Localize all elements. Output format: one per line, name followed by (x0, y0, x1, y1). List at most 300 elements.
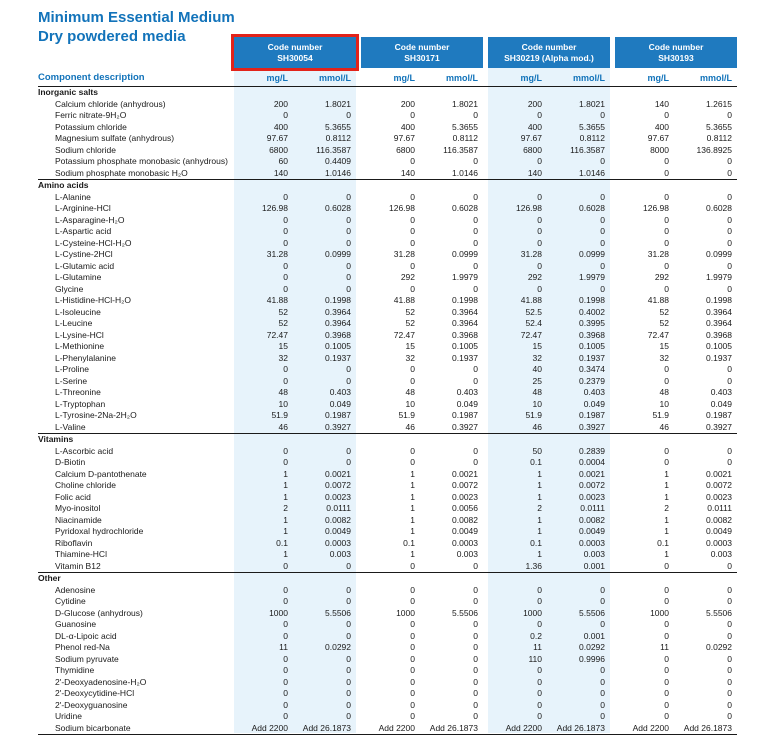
page-title-line2: Dry powdered media (38, 28, 186, 45)
mg-value: 32 (532, 352, 542, 363)
mg-value: 0 (537, 699, 542, 710)
mmol-value: 0.6028 (452, 203, 478, 213)
mg-value: 0 (283, 457, 288, 467)
mg-value: 140 (273, 167, 288, 178)
mg-value: 52 (278, 318, 288, 328)
mg-value: 400 (527, 121, 542, 132)
component-row (38, 596, 737, 608)
component-name: Calcium chloride (anhydrous) (55, 98, 166, 109)
mg-value: 52.4 (525, 318, 542, 328)
mmol-value: 136.8925 (696, 144, 732, 155)
mmol-value: 0.9996 (579, 653, 605, 664)
mg-value: 6800 (269, 144, 288, 155)
mg-value: 0 (664, 457, 669, 467)
mmol-value: 0 (473, 630, 478, 641)
mg-value: 1 (283, 468, 288, 479)
component-row (38, 619, 737, 631)
mmol-value: 0.0072 (579, 480, 605, 490)
component-description-header: Component description (38, 72, 145, 83)
section-header-row (38, 179, 737, 192)
mmol-value: 1.8021 (579, 98, 605, 109)
mmol-value: 0.2839 (579, 445, 605, 456)
mg-value: 0 (410, 653, 415, 664)
mg-value: 200 (273, 98, 288, 109)
mmol-value: 0 (600, 584, 605, 595)
section-name: Amino acids (38, 180, 89, 190)
mmol-value: 0 (473, 214, 478, 225)
mmol-value: 0.0021 (325, 468, 351, 479)
mmol-value: 0 (600, 237, 605, 248)
mmol-value: 0.3964 (452, 306, 478, 317)
mmol-value: 0.0111 (707, 503, 732, 513)
mg-value: 6800 (396, 144, 415, 155)
component-row (38, 203, 737, 215)
mmol-value: 0 (473, 226, 478, 236)
table-body (38, 87, 737, 735)
mg-value: 1 (664, 468, 669, 479)
component-row (38, 480, 737, 492)
mg-value: 0 (410, 630, 415, 641)
mmol-value: 0.403 (583, 387, 605, 397)
component-row (38, 133, 737, 145)
component-row (38, 284, 737, 296)
mg-value: 32 (278, 352, 288, 363)
mmol-value: 0.003 (456, 549, 478, 559)
mmol-value: 116.3587 (443, 144, 478, 155)
mmol-value: 0 (727, 676, 732, 687)
component-name: L-Aspartic acid (55, 226, 112, 236)
component-name: Choline chloride (55, 480, 116, 490)
mg-value: 0 (283, 560, 288, 571)
mg-value: 126.98 (516, 203, 542, 213)
mmol-value: 0 (600, 283, 605, 294)
mg-value: 140 (654, 98, 669, 109)
mmol-value: 0 (727, 260, 732, 271)
mg-value: 292 (400, 272, 415, 282)
mmol-value: 0.4002 (579, 306, 605, 317)
mmol-value: 0 (346, 584, 351, 595)
mmol-value: 0.049 (710, 398, 732, 409)
mmol-value: 1.2615 (706, 98, 732, 109)
mmol-value: 0 (473, 260, 478, 271)
mg-value: 0 (664, 237, 669, 248)
mmol-value: 0.0049 (579, 526, 605, 536)
mmol-value: 1.9979 (706, 272, 732, 282)
component-row (38, 549, 737, 561)
component-name: L-Isoleucine (55, 306, 101, 317)
mg-value: 0 (537, 596, 542, 606)
mg-value: 0 (283, 596, 288, 606)
mg-value: 1 (537, 468, 542, 479)
mg-value: 0 (664, 260, 669, 271)
mmol-value: 0.0072 (706, 480, 732, 490)
component-row (38, 654, 737, 666)
mmol-value: 0.0023 (579, 491, 605, 502)
section-header-row (38, 572, 737, 585)
mg-value: 0.1 (530, 457, 542, 467)
mg-value: 1 (537, 514, 542, 525)
component-name: Sodium phosphate monobasic H₂O (55, 167, 188, 178)
component-name: L-Methionine (55, 341, 105, 351)
component-row (38, 353, 737, 365)
mg-value: 1 (664, 549, 669, 559)
mmol-value: 0.0003 (706, 537, 732, 548)
mg-value: 72.47 (520, 329, 542, 340)
mg-value: 0 (283, 630, 288, 641)
mmol-value: 0 (473, 699, 478, 710)
component-row (38, 410, 737, 422)
mmol-value: 0 (346, 272, 351, 282)
component-row (38, 631, 737, 643)
mg-value: 41.88 (393, 295, 415, 305)
unit-header-mg: mg/L (647, 73, 669, 83)
mg-value: 0 (664, 630, 669, 641)
mg-value: 0 (664, 364, 669, 374)
mg-value: 46 (532, 421, 542, 432)
mmol-value: 0.0082 (325, 514, 351, 525)
mmol-value: 0 (727, 665, 732, 675)
mmol-value: 0.0049 (325, 526, 351, 536)
mmol-value: Add 26.1873 (302, 722, 351, 733)
section-name: Inorganic salts (38, 87, 98, 97)
mmol-value: 0.3995 (579, 318, 605, 328)
mmol-value: 0 (346, 676, 351, 687)
component-name: L-Arginine-HCl (55, 203, 111, 213)
mg-value: 0.1 (276, 537, 288, 548)
component-row (38, 457, 737, 469)
mg-value: 0 (283, 653, 288, 664)
component-row (38, 422, 737, 434)
mmol-value: 0.3968 (452, 329, 478, 340)
code-header-sh30171[interactable] (361, 37, 483, 68)
component-row (38, 561, 737, 573)
mmol-value: 0.1005 (452, 341, 478, 351)
component-name: L-Phenylalanine (55, 352, 116, 363)
mmol-value: 1.0146 (325, 167, 351, 178)
mg-value: 0 (537, 584, 542, 595)
mg-value: 0 (537, 665, 542, 675)
component-name: Magnesium sulfate (anhydrous) (55, 133, 175, 143)
mg-value: 8000 (650, 144, 669, 155)
mmol-value: 0 (727, 619, 732, 629)
mmol-value: 0 (727, 560, 732, 571)
mmol-value: 0.8112 (325, 133, 351, 143)
page-title-line1: Minimum Essential Medium (38, 9, 235, 26)
mg-value: 0 (537, 226, 542, 236)
mmol-value: 0.1937 (579, 352, 605, 363)
component-row (38, 711, 737, 723)
mg-value: 200 (400, 98, 415, 109)
component-name: L-Ascorbic acid (55, 445, 114, 456)
mmol-value: 0.0292 (325, 642, 351, 652)
mmol-value: 0.0082 (579, 514, 605, 525)
mg-value: 1 (283, 549, 288, 559)
mg-value: 1000 (396, 607, 415, 618)
code-header-sh30054-highlighted[interactable] (234, 37, 356, 68)
code-header-sh30193[interactable] (615, 37, 737, 68)
mmol-value: 0 (346, 237, 351, 248)
mmol-value: 0 (346, 665, 351, 675)
mg-value: 0 (537, 110, 542, 120)
mg-value: 0 (664, 665, 669, 675)
component-row (38, 318, 737, 330)
component-row (38, 295, 737, 307)
mg-value: 0 (410, 156, 415, 166)
component-row (38, 723, 737, 735)
mg-value: 0 (283, 445, 288, 456)
mmol-value: 0.0003 (452, 537, 478, 548)
mmol-value: 0 (473, 619, 478, 629)
code-number-value: SH30193 (658, 52, 694, 63)
mmol-value: 0.1987 (452, 410, 478, 420)
mmol-value: 0.8112 (452, 133, 478, 143)
mmol-value: 0 (600, 260, 605, 271)
mg-value: 0 (664, 191, 669, 202)
mmol-value: Add 26.1873 (556, 722, 605, 733)
mmol-value: 5.3655 (325, 121, 351, 132)
mmol-value: 1.8021 (325, 98, 351, 109)
component-row (38, 192, 737, 204)
mg-value: 0 (283, 699, 288, 710)
mmol-value: 0.0023 (706, 491, 732, 502)
mmol-value: 0 (473, 375, 478, 386)
mg-value: 15 (405, 341, 415, 351)
mmol-value: 0 (727, 630, 732, 641)
component-row (38, 145, 737, 157)
mmol-value: 0.8112 (706, 133, 732, 143)
mg-value: 0 (283, 665, 288, 675)
component-row (38, 526, 737, 538)
mg-value: 31.28 (393, 249, 415, 259)
component-name: 2'-Deoxycytidine-HCl (55, 688, 135, 698)
mmol-value: 0.3927 (706, 421, 732, 432)
mmol-value: 0 (600, 110, 605, 120)
unit-header-mmol: mmol/L (572, 73, 605, 83)
mg-value: 0 (283, 191, 288, 202)
mg-value: 0 (410, 665, 415, 675)
mg-value: 11 (660, 642, 669, 652)
code-number-value: SH30054 (277, 52, 313, 63)
mg-value: 400 (654, 121, 669, 132)
mmol-value: 0 (346, 653, 351, 664)
mmol-value: 0 (346, 191, 351, 202)
mg-value: 11 (533, 642, 542, 652)
mmol-value: 0.049 (583, 398, 605, 409)
mmol-value: 0 (727, 584, 732, 595)
mg-value: 50 (532, 445, 542, 456)
mmol-value: 0.3964 (706, 306, 732, 317)
component-row (38, 376, 737, 388)
mg-value: 52.5 (525, 306, 542, 317)
mg-value: 48 (405, 387, 415, 397)
mg-value: 0 (410, 596, 415, 606)
mg-value: 51.9 (271, 410, 288, 420)
mg-value: 41.88 (266, 295, 288, 305)
component-row (38, 469, 737, 481)
component-name: Glycine (55, 283, 84, 294)
component-name: D-Biotin (55, 457, 86, 467)
mmol-value: 0.001 (583, 630, 605, 641)
component-name: L-Glutamine (55, 272, 102, 282)
component-name: L-Proline (55, 364, 90, 374)
mg-value: 2 (283, 503, 288, 513)
mmol-value: 0 (727, 226, 732, 236)
mg-value: 0 (283, 619, 288, 629)
component-name: Adenosine (55, 584, 96, 595)
mmol-value: 0.1005 (706, 341, 732, 351)
mg-value: 1 (410, 549, 415, 559)
mmol-value: 0.403 (329, 387, 351, 397)
component-row (38, 503, 737, 515)
mmol-value: 0.003 (329, 549, 351, 559)
mg-value: 0 (283, 375, 288, 386)
mmol-value: 0.4409 (325, 156, 351, 166)
mg-value: 0 (410, 191, 415, 202)
mmol-value: 0.3964 (325, 306, 351, 317)
mmol-value: 1.0146 (452, 167, 478, 178)
mmol-value: 0.0021 (579, 468, 605, 479)
code-number-value: SH30219 (Alpha mod.) (504, 52, 594, 63)
component-row (38, 122, 737, 134)
component-row (38, 307, 737, 319)
mg-value: 0.1 (530, 537, 542, 548)
media-formulation-table (38, 37, 737, 735)
component-row (38, 364, 737, 376)
component-name: L-Threonine (55, 387, 101, 397)
mg-value: 1 (537, 491, 542, 502)
mg-value: 400 (273, 121, 288, 132)
mg-value: 40 (532, 364, 542, 374)
mg-value: 0 (664, 688, 669, 698)
header-spacer (38, 37, 234, 68)
mmol-value: 0.0056 (452, 503, 478, 513)
mg-value: 0 (283, 237, 288, 248)
component-name: Folic acid (55, 491, 91, 502)
mmol-value: 0.0003 (579, 537, 605, 548)
component-name: Sodium bicarbonate (55, 722, 131, 733)
component-row (38, 399, 737, 411)
component-name: Guanosine (55, 619, 97, 629)
mmol-value: 0 (346, 445, 351, 456)
mg-value: 1 (537, 480, 542, 490)
mg-value: 0 (664, 214, 669, 225)
mg-value: 1 (537, 526, 542, 536)
component-name: L-Leucine (55, 318, 93, 328)
mmol-value: 0 (600, 711, 605, 721)
code-number-label: Code number (267, 41, 323, 52)
mg-value: 400 (400, 121, 415, 132)
mg-value: 0 (283, 260, 288, 271)
mmol-value: 5.3655 (579, 121, 605, 132)
mg-value: 140 (527, 167, 542, 178)
mg-value: 0 (410, 214, 415, 225)
component-row (38, 99, 737, 111)
component-name: L-Serine (55, 375, 88, 386)
mg-value: 41.88 (647, 295, 669, 305)
mmol-value: 0.0999 (325, 249, 351, 259)
mg-value: 0 (410, 560, 415, 571)
mg-value: 25 (532, 375, 542, 386)
mmol-value: 1.9979 (452, 272, 478, 282)
mmol-value: 0.0023 (452, 491, 478, 502)
mmol-value: 0 (473, 156, 478, 166)
mmol-value: 0 (727, 283, 732, 294)
component-name: Phenol red-Na (55, 642, 110, 652)
component-row (38, 110, 737, 122)
section-name: Other (38, 573, 61, 583)
mmol-value: 0 (473, 642, 478, 652)
mmol-value: 5.3655 (706, 121, 732, 132)
component-name: Vitamin B12 (55, 560, 101, 571)
mmol-value: 116.3587 (316, 144, 351, 155)
mg-value: 0 (537, 214, 542, 225)
component-name: Sodium chloride (55, 144, 116, 155)
mmol-value: 0.1998 (706, 295, 732, 305)
mg-value: Add 2200 (378, 722, 415, 733)
mg-value: 31.28 (647, 249, 669, 259)
mmol-value: 0.3927 (325, 421, 351, 432)
mg-value: 1 (410, 480, 415, 490)
mg-value: 0 (410, 642, 415, 652)
mg-value: 97.67 (520, 133, 542, 143)
mmol-value: 0.1987 (706, 410, 732, 420)
mmol-value: 0 (473, 457, 478, 467)
mmol-value: 0 (346, 364, 351, 374)
mg-value: 292 (654, 272, 669, 282)
mg-value: 1000 (523, 607, 542, 618)
mg-value: 0 (664, 699, 669, 710)
mmol-value: 0 (473, 237, 478, 248)
mg-value: 0 (410, 676, 415, 687)
component-name: DL-α-Lipoic acid (55, 630, 117, 641)
mg-value: 0 (664, 676, 669, 687)
component-row (38, 156, 737, 168)
mg-value: 0 (283, 110, 288, 120)
mg-value: 11 (279, 642, 288, 652)
mg-value: 0 (283, 272, 288, 282)
mmol-value: 0 (727, 688, 732, 698)
mmol-value: 0.0082 (706, 514, 732, 525)
component-row (38, 642, 737, 654)
mmol-value: 0.0003 (325, 537, 351, 548)
component-row (38, 226, 737, 238)
mmol-value: 0 (346, 596, 351, 606)
component-row (38, 585, 737, 597)
mmol-value: 0.0999 (706, 249, 732, 259)
mmol-value: 0.1998 (452, 295, 478, 305)
mmol-value: 0.1987 (325, 410, 351, 420)
mmol-value: 0 (600, 699, 605, 710)
mg-value: 0 (283, 364, 288, 374)
mmol-value: 0.403 (456, 387, 478, 397)
code-header-sh30219[interactable] (488, 37, 610, 68)
component-row (38, 261, 737, 273)
mg-value: 0 (410, 699, 415, 710)
component-row (38, 446, 737, 458)
mg-value: 15 (532, 341, 542, 351)
mg-value: 52 (278, 306, 288, 317)
section-header-row (38, 87, 737, 99)
mmol-value: 0 (346, 711, 351, 721)
mmol-value: 0.003 (583, 549, 605, 559)
mmol-value: 0 (346, 226, 351, 236)
mmol-value: 0 (473, 653, 478, 664)
component-name: Thymidine (55, 665, 95, 675)
mmol-value: 0 (727, 711, 732, 721)
mmol-value: 0.003 (710, 549, 732, 559)
mmol-value: 0 (600, 676, 605, 687)
component-row (38, 677, 737, 689)
